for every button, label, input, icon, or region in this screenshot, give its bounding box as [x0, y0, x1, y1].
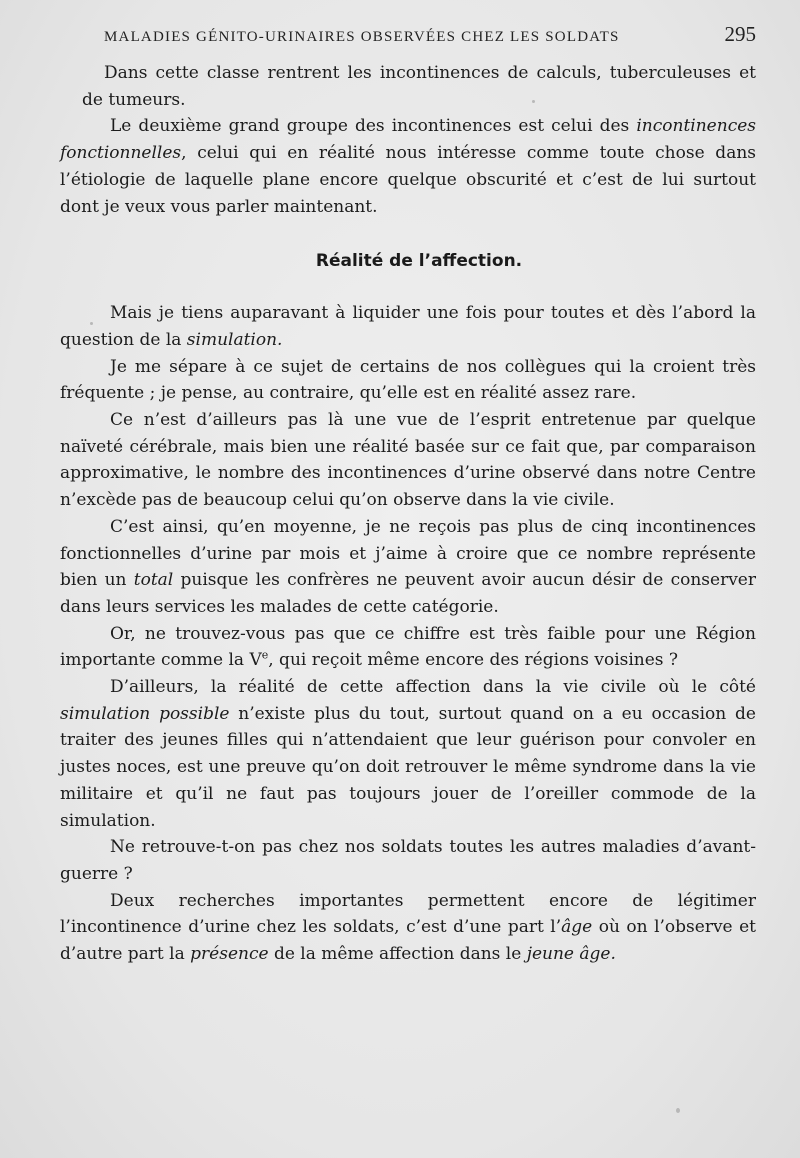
body-text [60, 60, 756, 968]
paragraph-avant-guerre: Ne retrouve-t-on pas chez nos soldats toutes les autres maladies d’avant-guerre ? [60, 837, 756, 884]
term-incontinences-fonctionnelles: incontinences fonctionnelles [60, 116, 756, 164]
term-age: âge [561, 917, 593, 938]
term-total: total [133, 570, 174, 591]
paragraph-moyenne-text: C’est ainsi, qu’en moyenne, je ne reçois pas plus de cinq incontinences fonctionnelles d’urine par mois et j’aime à croire que ce nombre représente bien un [60, 516, 756, 591]
superscript-e: e [261, 648, 269, 662]
paragraph-region [60, 621, 756, 674]
paragraph-simulation-text: Mais je tiens auparavant à liquider une fois pour toutes et dès l’abord la question de la [60, 303, 756, 350]
paragraph-vie-civile-text: D’ailleurs, la réalité de cette affection dans la vie civile où le côté [110, 677, 756, 698]
paragraph-naivete: Ce n’est d’ailleurs pas là une vue de l’esprit entretenue par quelque naïveté cérébrale, mais bien une réalité basée sur ce fait que, par comparaison approximative, le nombre des incontinences d’urine observé dans notre Centre n’excède pas de beaucoup celui qu’on observe dans la vie civile. [60, 410, 756, 511]
paragraph-recherches [60, 888, 756, 968]
term-simulation-possible: simulation possible [60, 703, 230, 724]
paragraph-vie-civile-continuation: n’existe plus du tout, surtout quand on a eu occasion de traiter des jeunes filles qui n’attendaient que leur guérison pour convoler en justes noces, est une preuve qu’on doit retrouver le même syndrome dans la vie militaire et qu’il ne faut pas toujours jouer de l’oreiller commode de la simulation. [60, 703, 756, 831]
term-simulation: simulation. [186, 329, 283, 350]
paper-speck [676, 1108, 680, 1113]
paragraph-classes-text: Dans cette classe rentrent les incontinences de calculs, tuberculeuses et de tumeurs. [82, 63, 756, 110]
paragraph-second-group-text: Le deuxième grand groupe des incontinences est celui des [110, 116, 637, 137]
paragraph-recherches-mid: où on l’observe et d’autre part la [60, 917, 756, 965]
paragraph-region-continuation: , qui reçoit même encore des régions voisines ? [268, 650, 679, 671]
paragraph-second-group [60, 113, 756, 220]
paragraph-classes [60, 60, 756, 113]
paragraph-moyenne [60, 514, 756, 621]
paragraph-vie-civile [60, 674, 756, 834]
page-number: 295 [724, 22, 756, 46]
term-jeune-age: jeune âge. [526, 944, 616, 965]
running-head [82, 22, 756, 52]
paragraph-simulation [60, 300, 756, 353]
paragraph-moyenne-continuation: puisque les confrères ne peuvent avoir aucun désir de conserver dans leurs services les malades de cette catégorie. [60, 570, 756, 617]
paragraph-region-text: Or, ne trouvez-vous pas que ce chiffre est très faible pour une Région importante comme la V [60, 623, 756, 671]
paper-speck [532, 100, 535, 103]
paragraph-second-group-continuation: , celui qui en réalité nous intéresse comme toute chose dans l’étiologie de laquelle plane encore quelque obscurité et c’est de lui surtout dont je veux vous parler maintenant. [60, 143, 756, 217]
section-heading: Réalité de l’affection. [315, 251, 523, 272]
running-title: MALADIES GÉNITO-URINAIRES OBSERVÉES CHEZ LES SOLDATS [104, 29, 620, 45]
paragraph-colleagues: Je me sépare à ce sujet de certains de nos collègues qui la croient très fréquente ; je pense, au contraire, qu’elle est en réalité assez rare. [60, 356, 756, 404]
paragraph-recherches-mid2: de la même affection dans le [268, 944, 527, 965]
paper-speck [90, 322, 93, 325]
term-presence: présence [190, 944, 269, 965]
paragraph-recherches-text: Deux recherches importantes permettent encore de légitimer l’incontinence d’urine chez les soldats, c’est d’une part l’ [60, 890, 756, 938]
